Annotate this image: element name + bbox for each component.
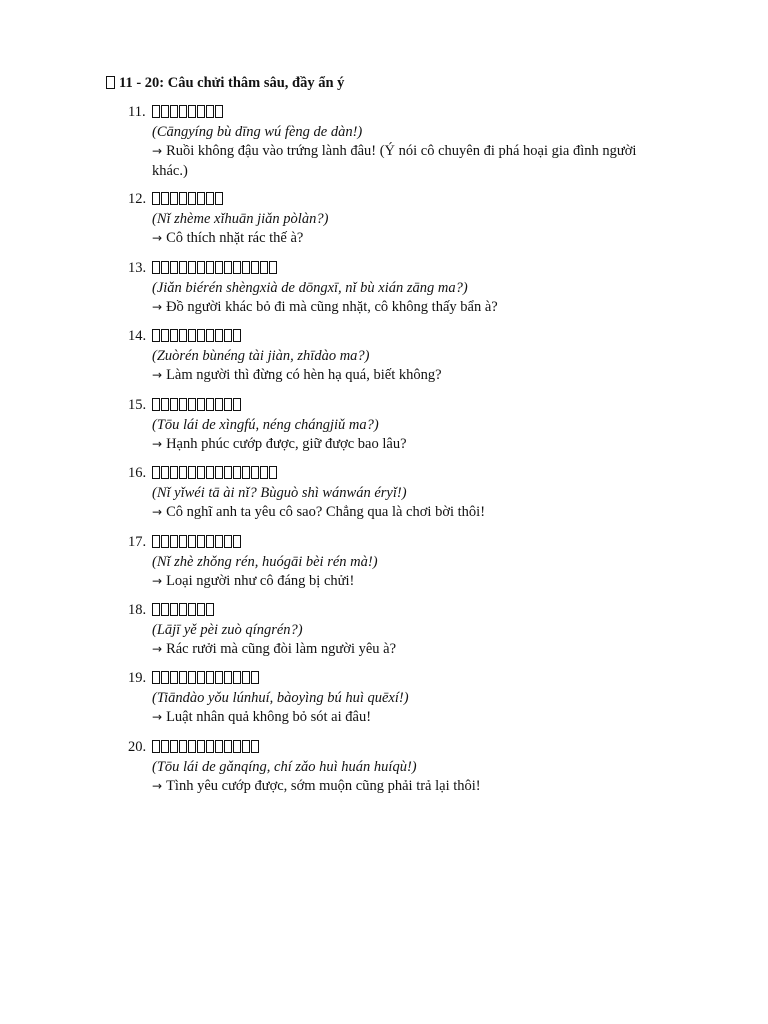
missing-glyph-icon — [188, 105, 196, 118]
missing-glyph-icon — [188, 740, 196, 753]
item-number: 17. — [128, 534, 147, 550]
vietnamese-translation — [152, 708, 668, 728]
missing-glyph-icon — [106, 76, 115, 89]
chinese-text-missing-glyphs — [152, 259, 668, 279]
missing-glyph-icon — [197, 603, 205, 616]
vietnamese-translation — [152, 777, 668, 797]
right-arrow-icon: → — [152, 574, 163, 588]
list-item — [128, 669, 668, 728]
list-item — [128, 327, 668, 386]
missing-glyph-icon — [161, 603, 169, 616]
right-arrow-icon: → — [152, 710, 163, 724]
missing-glyph-icon — [179, 466, 187, 479]
missing-glyph-icon — [161, 192, 169, 205]
missing-glyph-icon — [206, 466, 214, 479]
missing-glyph-icon — [215, 740, 223, 753]
vietnamese-text: Đồ người khác bỏ đi mà cũng nhặt, cô không thấy bẩn à? — [166, 299, 498, 315]
missing-glyph-icon — [251, 740, 259, 753]
missing-glyph-icon — [233, 535, 241, 548]
missing-glyph-icon — [179, 535, 187, 548]
missing-glyph-icon — [269, 466, 277, 479]
missing-glyph-icon — [260, 466, 268, 479]
missing-glyph-icon — [161, 740, 169, 753]
missing-glyph-icon — [197, 671, 205, 684]
missing-glyph-icon — [224, 329, 232, 342]
missing-glyph-icon — [233, 671, 241, 684]
missing-glyph-icon — [206, 740, 214, 753]
missing-glyph-icon — [242, 261, 250, 274]
vietnamese-text: Cô thích nhặt rác thế à? — [166, 230, 304, 246]
vietnamese-translation — [152, 503, 668, 523]
missing-glyph-icon — [251, 671, 259, 684]
right-arrow-icon: → — [152, 231, 163, 245]
missing-glyph-icon — [152, 603, 160, 616]
list-item — [128, 396, 668, 455]
chinese-text-missing-glyphs — [152, 533, 668, 553]
vietnamese-text: Tình yêu cướp được, sớm muộn cũng phải trả lại thôi! — [166, 778, 481, 794]
missing-glyph-icon — [188, 466, 196, 479]
vietnamese-translation — [152, 366, 668, 386]
right-arrow-icon: → — [152, 505, 163, 519]
missing-glyph-icon — [152, 105, 160, 118]
missing-glyph-icon — [179, 740, 187, 753]
missing-glyph-icon — [161, 329, 169, 342]
missing-glyph-icon — [197, 535, 205, 548]
missing-glyph-icon — [206, 261, 214, 274]
missing-glyph-icon — [170, 105, 178, 118]
item-number: 18. — [128, 602, 147, 618]
missing-glyph-icon — [215, 329, 223, 342]
missing-glyph-icon — [188, 671, 196, 684]
pinyin-text: (Tōu lái de xìngfú, néng chángjiǔ ma?) — [152, 416, 379, 433]
missing-glyph-icon — [224, 671, 232, 684]
right-arrow-icon: → — [152, 642, 163, 656]
list-item — [128, 103, 668, 181]
vietnamese-translation — [152, 572, 668, 592]
missing-glyph-icon — [233, 329, 241, 342]
pinyin-text: (Lājī yě pèi zuò qíngrén?) — [152, 621, 303, 638]
item-number: 15. — [128, 397, 147, 413]
missing-glyph-icon — [170, 671, 178, 684]
section-heading-text: 11 - 20: Câu chửi thâm sâu, đầy ẩn ý — [119, 75, 345, 91]
pinyin-text: (Cāngyíng bù dīng wú fèng de dàn!) — [152, 123, 363, 140]
missing-glyph-icon — [233, 466, 241, 479]
missing-glyph-icon — [215, 105, 223, 118]
missing-glyph-icon — [215, 261, 223, 274]
missing-glyph-icon — [152, 671, 160, 684]
missing-glyph-icon — [233, 740, 241, 753]
missing-glyph-icon — [188, 535, 196, 548]
chinese-text-missing-glyphs — [152, 190, 668, 210]
missing-glyph-icon — [170, 329, 178, 342]
chinese-text-missing-glyphs — [152, 738, 668, 758]
chinese-text-missing-glyphs — [152, 601, 668, 621]
missing-glyph-icon — [233, 398, 241, 411]
missing-glyph-icon — [197, 398, 205, 411]
right-arrow-icon: → — [152, 144, 163, 158]
missing-glyph-icon — [170, 398, 178, 411]
list-item — [128, 464, 668, 523]
missing-glyph-icon — [251, 261, 259, 274]
missing-glyph-icon — [161, 105, 169, 118]
missing-glyph-icon — [152, 192, 160, 205]
right-arrow-icon: → — [152, 779, 163, 793]
vietnamese-text: Rác rưởi mà cũng đòi làm người yêu à? — [166, 641, 397, 657]
missing-glyph-icon — [170, 740, 178, 753]
missing-glyph-icon — [188, 398, 196, 411]
chinese-text-missing-glyphs — [152, 327, 668, 347]
missing-glyph-icon — [152, 740, 160, 753]
chinese-text-missing-glyphs — [152, 103, 668, 123]
vietnamese-text: Ruồi không đậu vào trứng lành đâu! (Ý nói cô chuyên đi phá hoại gia đình người khác.) — [152, 143, 637, 179]
missing-glyph-icon — [197, 329, 205, 342]
missing-glyph-icon — [242, 740, 250, 753]
item-number: 12. — [128, 191, 147, 207]
missing-glyph-icon — [224, 398, 232, 411]
missing-glyph-icon — [206, 535, 214, 548]
pinyin-text: (Jiǎn biérén shèngxià de dōngxī, nǐ bù xián zāng ma?) — [152, 279, 468, 296]
vietnamese-translation — [152, 229, 668, 249]
vietnamese-translation — [152, 142, 668, 181]
missing-glyph-icon — [224, 466, 232, 479]
missing-glyph-icon — [215, 192, 223, 205]
missing-glyph-icon — [170, 603, 178, 616]
missing-glyph-icon — [161, 261, 169, 274]
item-number: 11. — [128, 104, 146, 120]
missing-glyph-icon — [197, 261, 205, 274]
missing-glyph-icon — [206, 105, 214, 118]
missing-glyph-icon — [206, 671, 214, 684]
missing-glyph-icon — [170, 192, 178, 205]
missing-glyph-icon — [206, 603, 214, 616]
chinese-text-missing-glyphs — [152, 464, 668, 484]
missing-glyph-icon — [206, 398, 214, 411]
pinyin-text: (Tiāndào yǒu lúnhuí, bàoyìng bú huì quēxí!) — [152, 689, 409, 706]
missing-glyph-icon — [161, 671, 169, 684]
pinyin-text: (Nǐ zhème xǐhuān jiǎn pòlàn?) — [152, 210, 329, 227]
missing-glyph-icon — [179, 192, 187, 205]
list-item — [128, 259, 668, 318]
missing-glyph-icon — [152, 398, 160, 411]
missing-glyph-icon — [161, 535, 169, 548]
right-arrow-icon: → — [152, 300, 163, 314]
pinyin-text: (Zuòrén bùnéng tài jiàn, zhīdào ma?) — [152, 347, 370, 364]
missing-glyph-icon — [215, 535, 223, 548]
chinese-text-missing-glyphs — [152, 669, 668, 689]
missing-glyph-icon — [197, 740, 205, 753]
missing-glyph-icon — [224, 535, 232, 548]
right-arrow-icon: → — [152, 368, 163, 382]
item-number: 20. — [128, 739, 147, 755]
missing-glyph-icon — [188, 192, 196, 205]
missing-glyph-icon — [242, 671, 250, 684]
missing-glyph-icon — [170, 466, 178, 479]
item-number: 14. — [128, 328, 147, 344]
missing-glyph-icon — [206, 329, 214, 342]
missing-glyph-icon — [224, 261, 232, 274]
missing-glyph-icon — [152, 261, 160, 274]
missing-glyph-icon — [215, 398, 223, 411]
pinyin-text: (Tōu lái de gǎnqíng, chí zǎo huì huán huíqù!) — [152, 758, 417, 775]
missing-glyph-icon — [206, 192, 214, 205]
missing-glyph-icon — [197, 466, 205, 479]
missing-glyph-icon — [152, 535, 160, 548]
missing-glyph-icon — [188, 261, 196, 274]
section-heading — [106, 74, 344, 92]
missing-glyph-icon — [233, 261, 241, 274]
missing-glyph-icon — [260, 261, 268, 274]
missing-glyph-icon — [179, 398, 187, 411]
vietnamese-text: Cô nghĩ anh ta yêu cô sao? Chẳng qua là chơi bời thôi! — [166, 504, 486, 520]
missing-glyph-icon — [215, 671, 223, 684]
missing-glyph-icon — [242, 466, 250, 479]
missing-glyph-icon — [251, 466, 259, 479]
pinyin-text: (Nǐ zhè zhǒng rén, huógāi bèi rén mà!) — [152, 553, 378, 570]
list-item — [128, 190, 668, 249]
missing-glyph-icon — [170, 261, 178, 274]
chinese-text-missing-glyphs — [152, 396, 668, 416]
missing-glyph-icon — [179, 603, 187, 616]
missing-glyph-icon — [161, 466, 169, 479]
vietnamese-text: Luật nhân quả không bỏ sót ai đâu! — [166, 709, 372, 725]
list-item — [128, 533, 668, 592]
missing-glyph-icon — [179, 671, 187, 684]
missing-glyph-icon — [224, 740, 232, 753]
pinyin-text: (Nǐ yǐwéi tā ài nǐ? Bùguò shì wánwán éryǐ!) — [152, 484, 407, 501]
vietnamese-translation — [152, 640, 668, 660]
list-item — [128, 601, 668, 660]
vietnamese-text: Làm người thì đừng có hèn hạ quá, biết không? — [166, 367, 442, 383]
item-number: 16. — [128, 465, 147, 481]
missing-glyph-icon — [179, 105, 187, 118]
vietnamese-text: Loại người như cô đáng bị chửi! — [166, 573, 355, 589]
missing-glyph-icon — [161, 398, 169, 411]
missing-glyph-icon — [152, 466, 160, 479]
missing-glyph-icon — [170, 535, 178, 548]
missing-glyph-icon — [269, 261, 277, 274]
missing-glyph-icon — [188, 329, 196, 342]
vietnamese-translation — [152, 435, 668, 455]
missing-glyph-icon — [179, 329, 187, 342]
missing-glyph-icon — [188, 603, 196, 616]
missing-glyph-icon — [179, 261, 187, 274]
missing-glyph-icon — [152, 329, 160, 342]
vietnamese-translation — [152, 298, 668, 318]
missing-glyph-icon — [197, 192, 205, 205]
item-number: 19. — [128, 670, 147, 686]
missing-glyph-icon — [215, 466, 223, 479]
item-number: 13. — [128, 260, 147, 276]
right-arrow-icon: → — [152, 437, 163, 451]
missing-glyph-icon — [197, 105, 205, 118]
list-item — [128, 738, 668, 797]
vietnamese-text: Hạnh phúc cướp được, giữ được bao lâu? — [166, 436, 407, 452]
